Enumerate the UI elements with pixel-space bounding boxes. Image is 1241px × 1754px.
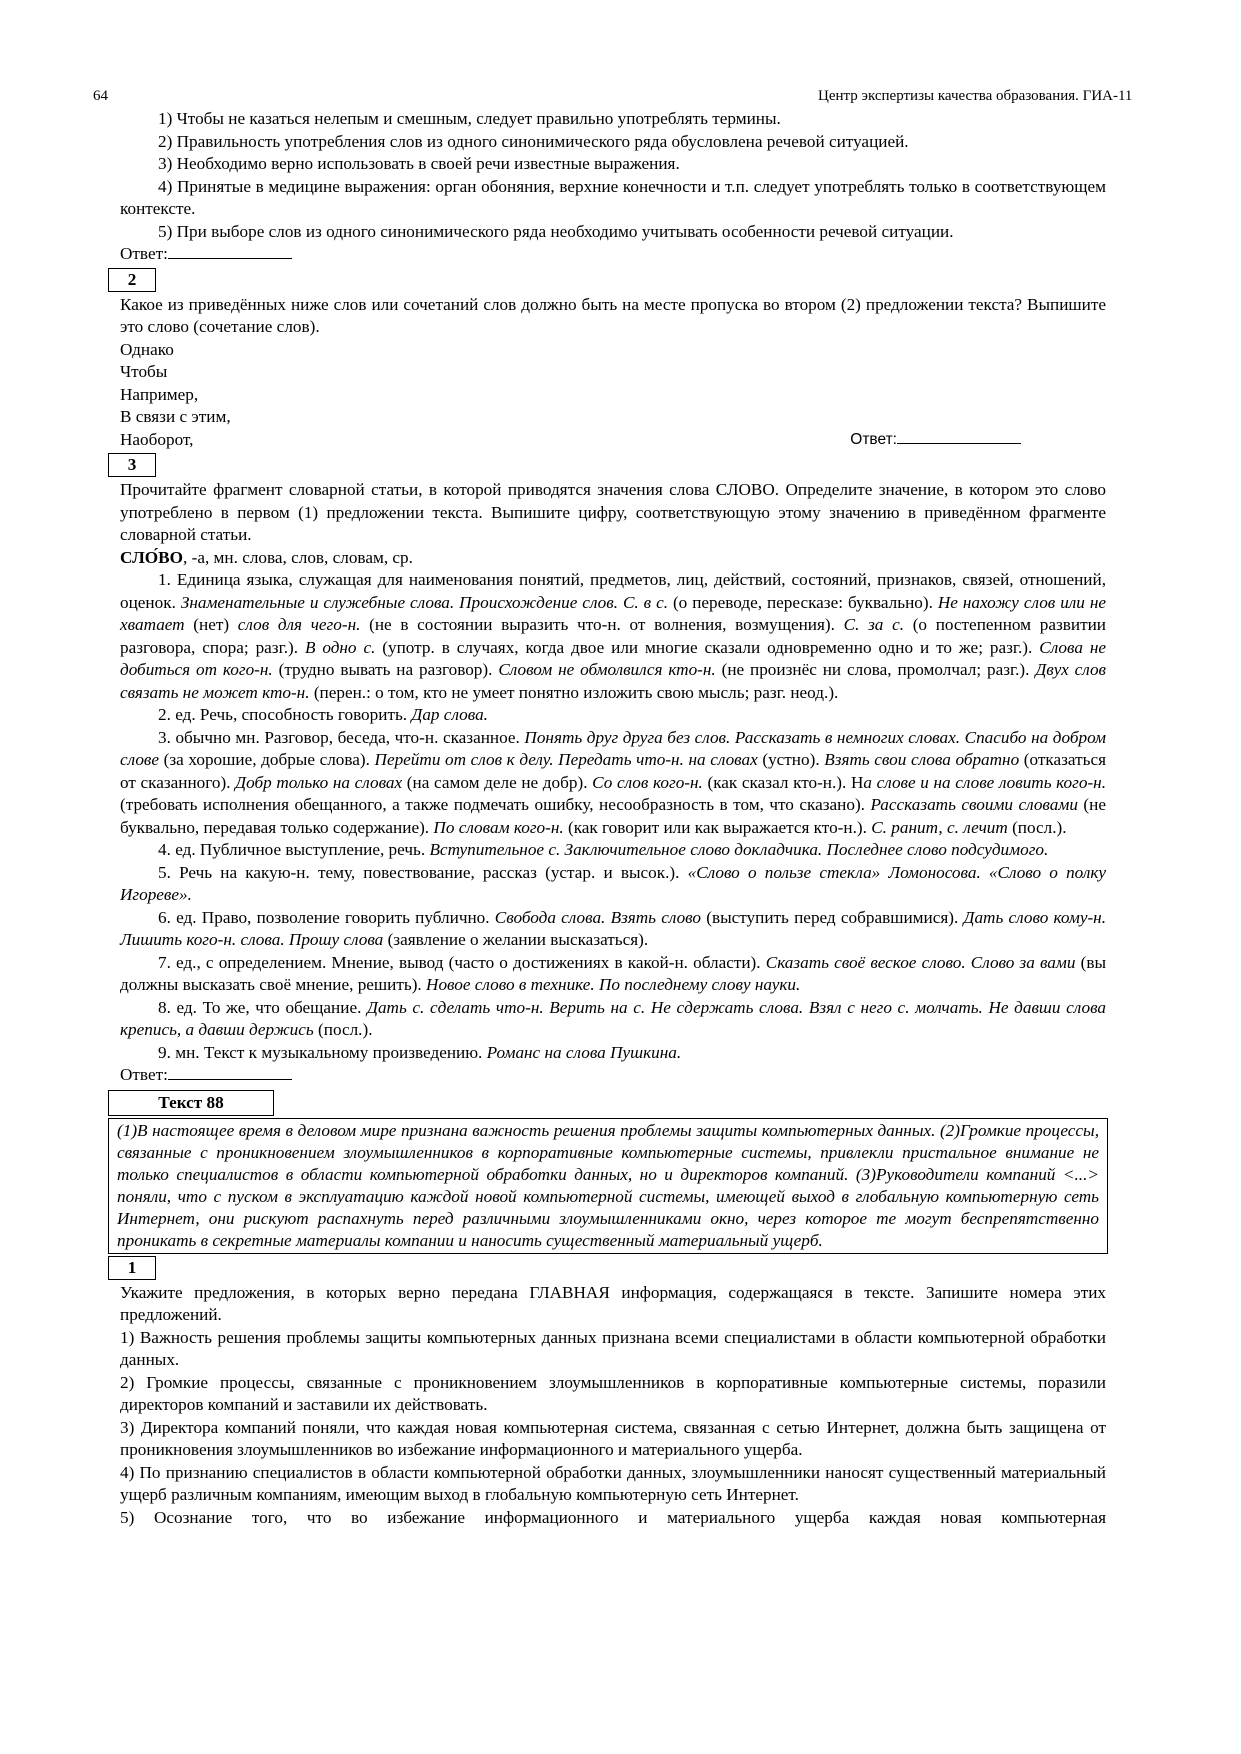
q1-prompt: Укажите предложения, в которых верно передана ГЛАВНАЯ информация, содержащаяся в тексте. Запишите номера этих предложений. <box>120 1282 1106 1324</box>
prev-item-3: 3) Необходимо верно использовать в своей речи известные выражения. <box>158 154 680 173</box>
prev-item-1: 1) Чтобы не казаться нелепым и смешным, следует правильно употреблять термины. <box>158 109 781 128</box>
prev-item-2: 2) Правильность употребления слов из одного синонимического ряда обусловлена речевой ситуацией. <box>158 131 909 151</box>
meaning-1: 1. Единица языка, служащая для наименования понятий, предметов, лиц, действий, состояний, признаков, связей, отношений, оценок. Знаменательные и служебные слова. Происхождение слов. С. в с. (о переводе, пересказе: буквально). Не нахожу слов или не хватает (нет) слов для чего-н. (не в состоянии выразить что-н. от волнения, возмущения). С. за с. (о постепенном развитии разговора, спора; разг.). В одно с. (употр. в случаях, когда двое или многие сказали одновременно одно и то же; разг.). Слова не добиться от кого-н. (трудно вывать на разговор). Словом не обмолвился кто-н. (не произнёс ни слова, промолчал; разг.). Двух слов связать не может кто-н. (перен.: о том, кто не умеет понятно изложить свою мысль; разг. неод.). <box>120 570 1107 702</box>
q2-option-3: Например, <box>120 384 199 404</box>
q1-item-2: 2) Громкие процессы, связанные с проникновением злоумышленников в корпоративные компьютерные системы, поразили директоров компаний и заставили их действовать. <box>120 1372 1106 1414</box>
answer-label: Ответ: <box>120 244 168 263</box>
q1-item-4: 4) По признанию специалистов в области компьютерной обработки данных, злоумышленники наносят существенный материальный ущерб различным компаниям, имеющим выход в глобальную компьютерную сеть Интернет. <box>120 1462 1106 1504</box>
answer-line-q2 <box>850 429 1021 452</box>
q1-item-1: 1) Важность решения проблемы защиты компьютерных данных признана всеми специалистами в области компьютерной обработки данных. <box>120 1327 1106 1369</box>
page-content <box>117 108 1107 1529</box>
text-title-box: Текст 88 <box>108 1090 274 1116</box>
meaning-7: 7. ед., с определением. Мнение, вывод (часто о достижениях в какой-н. области). Сказать своё веское слово. Слово за вами (вы должны высказать своё мнение, решить). Новое слово в технике. По последнему слову науки. <box>120 952 1107 994</box>
meaning-9: 9. мн. Текст к музыкальному произведению. Романс на слова Пушкина. <box>158 1042 682 1062</box>
task-number-box: 2 <box>108 268 156 292</box>
meaning-3: 3. обычно мн. Разговор, беседа, что-н. сказанное. Понять друг друга без слов. Рассказать в немногих словах. Спасибо на добром слове (за хорошие, добрые слова). Перейти от слов к делу. Передать что-н. на словах (устно). Взять свои слова обратно (отказаться от сказанного). Добр только на словах (на самом деле не добр). Со слов кого-н. (как сказал кто-н.). На слове и на слове ловить кого-н. (требовать исполнения обещанного, а также подмечать ошибку, несообразность в том, что сказано). Рассказать своими словами (не буквально, передавая только содержание). По словам кого-н. (как говорит или как выражается кто-н.). С. ранит, с. лечит (посл.). <box>120 727 1106 837</box>
answer-line-q3 <box>120 1064 1106 1087</box>
q1-item-5: 5) Осознание того, что во избежание информационного и материального ущерба каждая новая компьютерная <box>120 1507 1106 1527</box>
q2-option-4: В связи с этим, <box>120 407 231 426</box>
running-title: Центр экспертизы качества образования. ГИА-11 <box>818 88 1133 104</box>
meaning-8: 8. ед. То же, что обещание. Дать с. сделать что-н. Верить на с. Не сдержать слова. Взял с него с. молчать. Не давши слова крепись, а давши держись (посл.). <box>120 997 1107 1039</box>
meaning-2: 2. ед. Речь, способность говорить. Дар слова. <box>158 705 488 724</box>
meaning-6: 6. ед. Право, позволение говорить публично. Свобода слова. Взять слово (выступить перед собравшимися). Дать слово кому-н. Лишить кого-н. слова. Прошу слова (заявление о желании высказаться). <box>120 907 1106 949</box>
text-body: (1)В настоящее время в деловом мире признана важность решения проблемы защиты компьютерных данных. (2)Громкие процессы, связанные с проникновением злоумышленников в корпоративные компьютерные системы, привлекли пристальное внимание не только специалистов в области компьютерной обработки данных, но и директоров компаний. (3)Руководители компаний <...> поняли, что с пуском в эксплуатацию каждой новой компьютерной системы, имеющей выход в глобальную компьютерную сеть Интернет, они рискуют распахнуть перед различными злоумышленниками окно, через которое те могут беспрепятственно проникать в секретные материалы компании и наносить существенный материальный ущерб. <box>117 1120 1099 1250</box>
prev-item-4: 4) Принятые в медицине выражения: орган обоняния, верхние конечности и т.п. следует употреблять только в соответствующем контексте. <box>120 176 1106 218</box>
answer-blank[interactable] <box>897 429 1021 444</box>
q3-prompt: Прочитайте фрагмент словарной статьи, в которой приводятся значения слова СЛОВО. Определите значение, в котором это слово употреблено в первом (1) предложении текста. Выпишите цифру, соответствующую этому значению в приведённом фрагменте словарной статьи. <box>120 480 1106 544</box>
headword: СЛО́ВО <box>120 547 183 567</box>
q1-item-3: 3) Директора компаний поняли, что каждая новая компьютерная система, связанная с сетью Интернет, должна быть защищена от проникновения злоумышленников во избежание информационного и материального ущерба. <box>120 1417 1106 1459</box>
answer-line-prev <box>120 243 1106 266</box>
task-number-box: 1 <box>108 1256 156 1280</box>
q2-prompt: Какое из приведённых ниже слов или сочетаний слов должно быть на месте пропуска во втором (2) предложении текста? Выпишите это слово (сочетание слов). <box>120 294 1106 336</box>
dictionary-headword-line <box>120 547 1106 570</box>
text-body-box <box>108 1118 1108 1254</box>
q2-option-2: Чтобы <box>120 362 168 381</box>
answer-label: Ответ: <box>120 1065 168 1084</box>
q2-option-1: Однако <box>120 339 174 359</box>
q2-option-5: Наоборот, <box>120 429 194 449</box>
headword-grammar: , -а, мн. слова, слов, словам, ср. <box>183 547 413 567</box>
answer-blank[interactable] <box>168 1064 292 1080</box>
task-number-box: 3 <box>108 453 156 477</box>
page-number: 64 <box>93 88 108 104</box>
meaning-4: 4. ед. Публичное выступление, речь. Вступительное с. Заключительное слово докладчика. Последнее слово подсудимого. <box>158 840 1049 859</box>
answer-label: Ответ: <box>850 430 897 448</box>
meaning-5: 5. Речь на какую-н. тему, повествование, рассказ (устар. и высок.). «Слово о пользе стекла» Ломоносова. «Слово о полку Игореве». <box>120 862 1106 904</box>
answer-blank[interactable] <box>168 243 292 259</box>
prev-item-5: 5) При выборе слов из одного синонимического ряда необходимо учитывать особенности речевой ситуации. <box>158 221 954 241</box>
q2-last-row <box>120 429 1106 452</box>
